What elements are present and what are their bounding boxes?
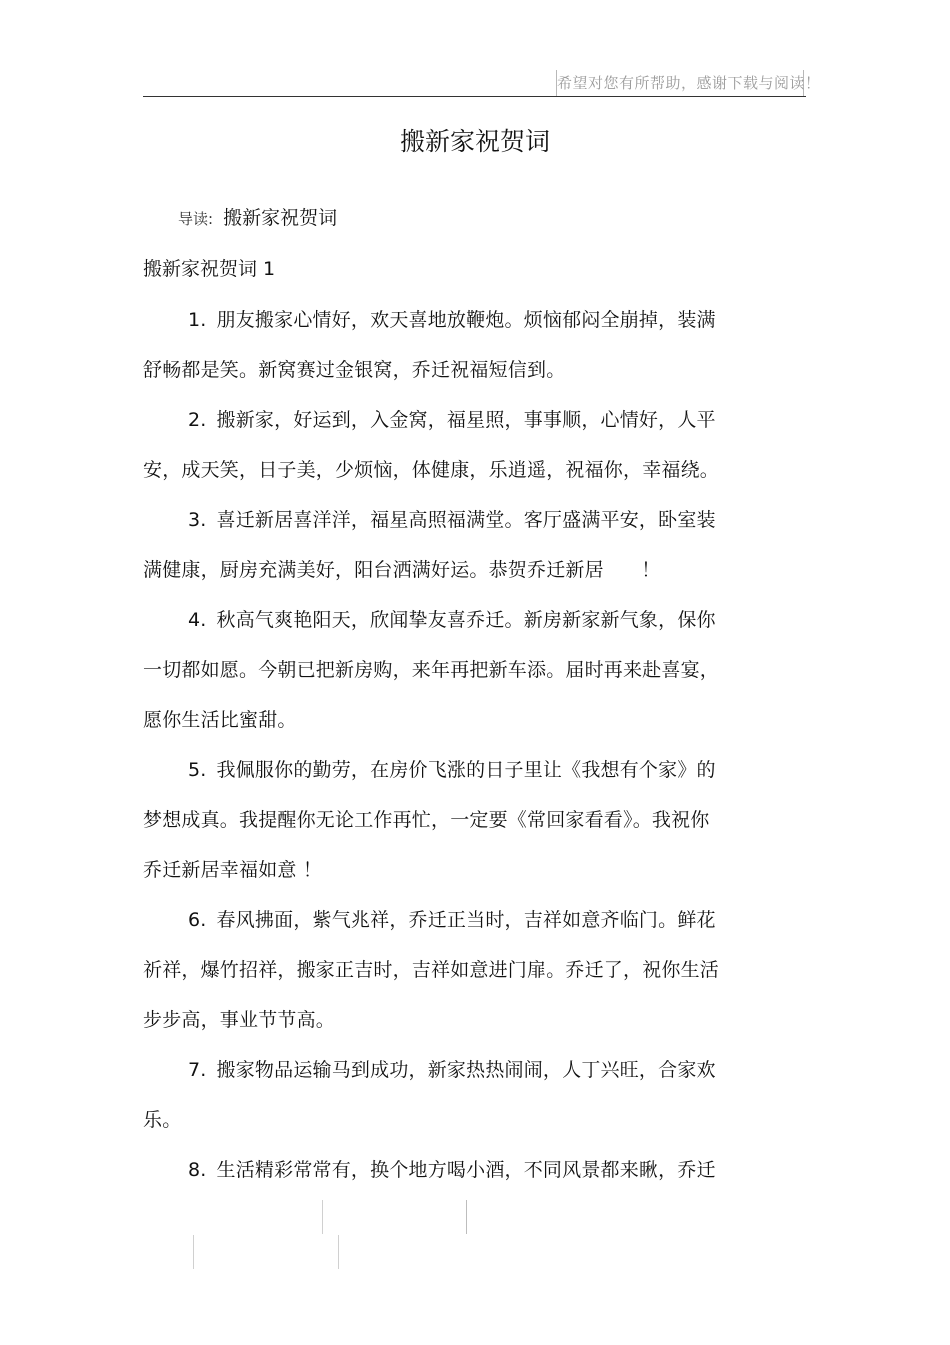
- lead-line: [178, 203, 337, 230]
- lead-label: 导读:: [178, 210, 214, 228]
- item-text: 我佩服你的勤劳，在房价飞涨的日子里让《我想有个家》的: [216, 759, 716, 781]
- item-4-line-2: 一切都如愿。今朝已把新房购，来年再把新车添。届时再来赴喜宴，: [143, 659, 720, 681]
- header-note: 希望对您有所帮助，感谢下载与阅读！: [556, 70, 804, 96]
- item-7-line-2: 乐。: [143, 1109, 182, 1131]
- scan-artifact-line: [322, 1200, 323, 1234]
- item-number: 2.: [188, 409, 207, 431]
- scan-artifact-line: [338, 1235, 339, 1269]
- scan-artifact-line: [466, 1200, 467, 1234]
- item-5-line-1: [188, 755, 716, 782]
- document-title: 搬新家祝贺词: [399, 127, 550, 156]
- item-text: 朋友搬家心情好，欢天喜地放鞭炮。烦恼郁闷全崩掉，装满: [216, 309, 716, 331]
- item-6-line-1: [188, 905, 716, 932]
- item-5-line-3: 乔迁新居幸福如意 ！: [143, 859, 323, 881]
- item-number: 3.: [188, 509, 207, 531]
- item-text: 搬新家，好运到，入金窝，福星照，事事顺，心情好，人平: [216, 409, 716, 431]
- scan-artifact-line: [193, 1235, 194, 1269]
- item-number: 4.: [188, 609, 207, 631]
- item-8-line-1: [188, 1155, 716, 1182]
- item-3-line-2: 满健康，厨房充满美好，阳台洒满好运。恭贺乔迁新居 ！: [143, 559, 661, 581]
- item-text: 喜迁新居喜洋洋，福星高照福满堂。客厅盛满平安，卧室装: [216, 509, 716, 531]
- item-text: 秋高气爽艳阳天，欣闻挚友喜乔迁。新房新家新气象，保你: [216, 609, 716, 631]
- item-number: 8.: [188, 1159, 207, 1181]
- header-divider: [143, 96, 806, 97]
- item-5-line-2: 梦想成真。我提醒你无论工作再忙，一定要《常回家看看》。我祝你: [143, 809, 710, 831]
- item-number: 1.: [188, 309, 207, 331]
- item-4-line-1: [188, 605, 716, 632]
- item-1-line-2: 舒畅都是笑。新窝赛过金银窝，乔迁祝福短信到。: [143, 359, 566, 381]
- item-number: 6.: [188, 909, 207, 931]
- item-2-line-1: [188, 405, 716, 432]
- item-2-line-2: 安，成天笑，日子美，少烦恼，体健康，乐逍遥，祝福你，幸福绕。: [143, 459, 720, 481]
- item-3-line-1: [188, 505, 716, 532]
- item-1-line-1: [188, 305, 716, 332]
- item-7-line-1: [188, 1055, 716, 1082]
- item-6-line-2: 祈祥，爆竹招祥，搬家正吉时，吉祥如意进门扉。乔迁了，祝你生活: [143, 959, 720, 981]
- item-text: 生活精彩常常有，换个地方喝小酒，不同风景都来瞅，乔迁: [216, 1159, 716, 1181]
- item-text: 搬家物品运输马到成功，新家热热闹闹，人丁兴旺，合家欢: [216, 1059, 716, 1081]
- section-heading: 搬新家祝贺词 1: [143, 258, 276, 280]
- item-number: 5.: [188, 759, 207, 781]
- item-6-line-3: 步步高，事业节节高。: [143, 1009, 336, 1031]
- item-4-line-3: 愿你生活比蜜甜。: [143, 709, 297, 731]
- item-number: 7.: [188, 1059, 207, 1081]
- item-text: 春风拂面，紫气兆祥，乔迁正当时，吉祥如意齐临门。鲜花: [216, 909, 716, 931]
- lead-text: 搬新家祝贺词: [223, 207, 338, 229]
